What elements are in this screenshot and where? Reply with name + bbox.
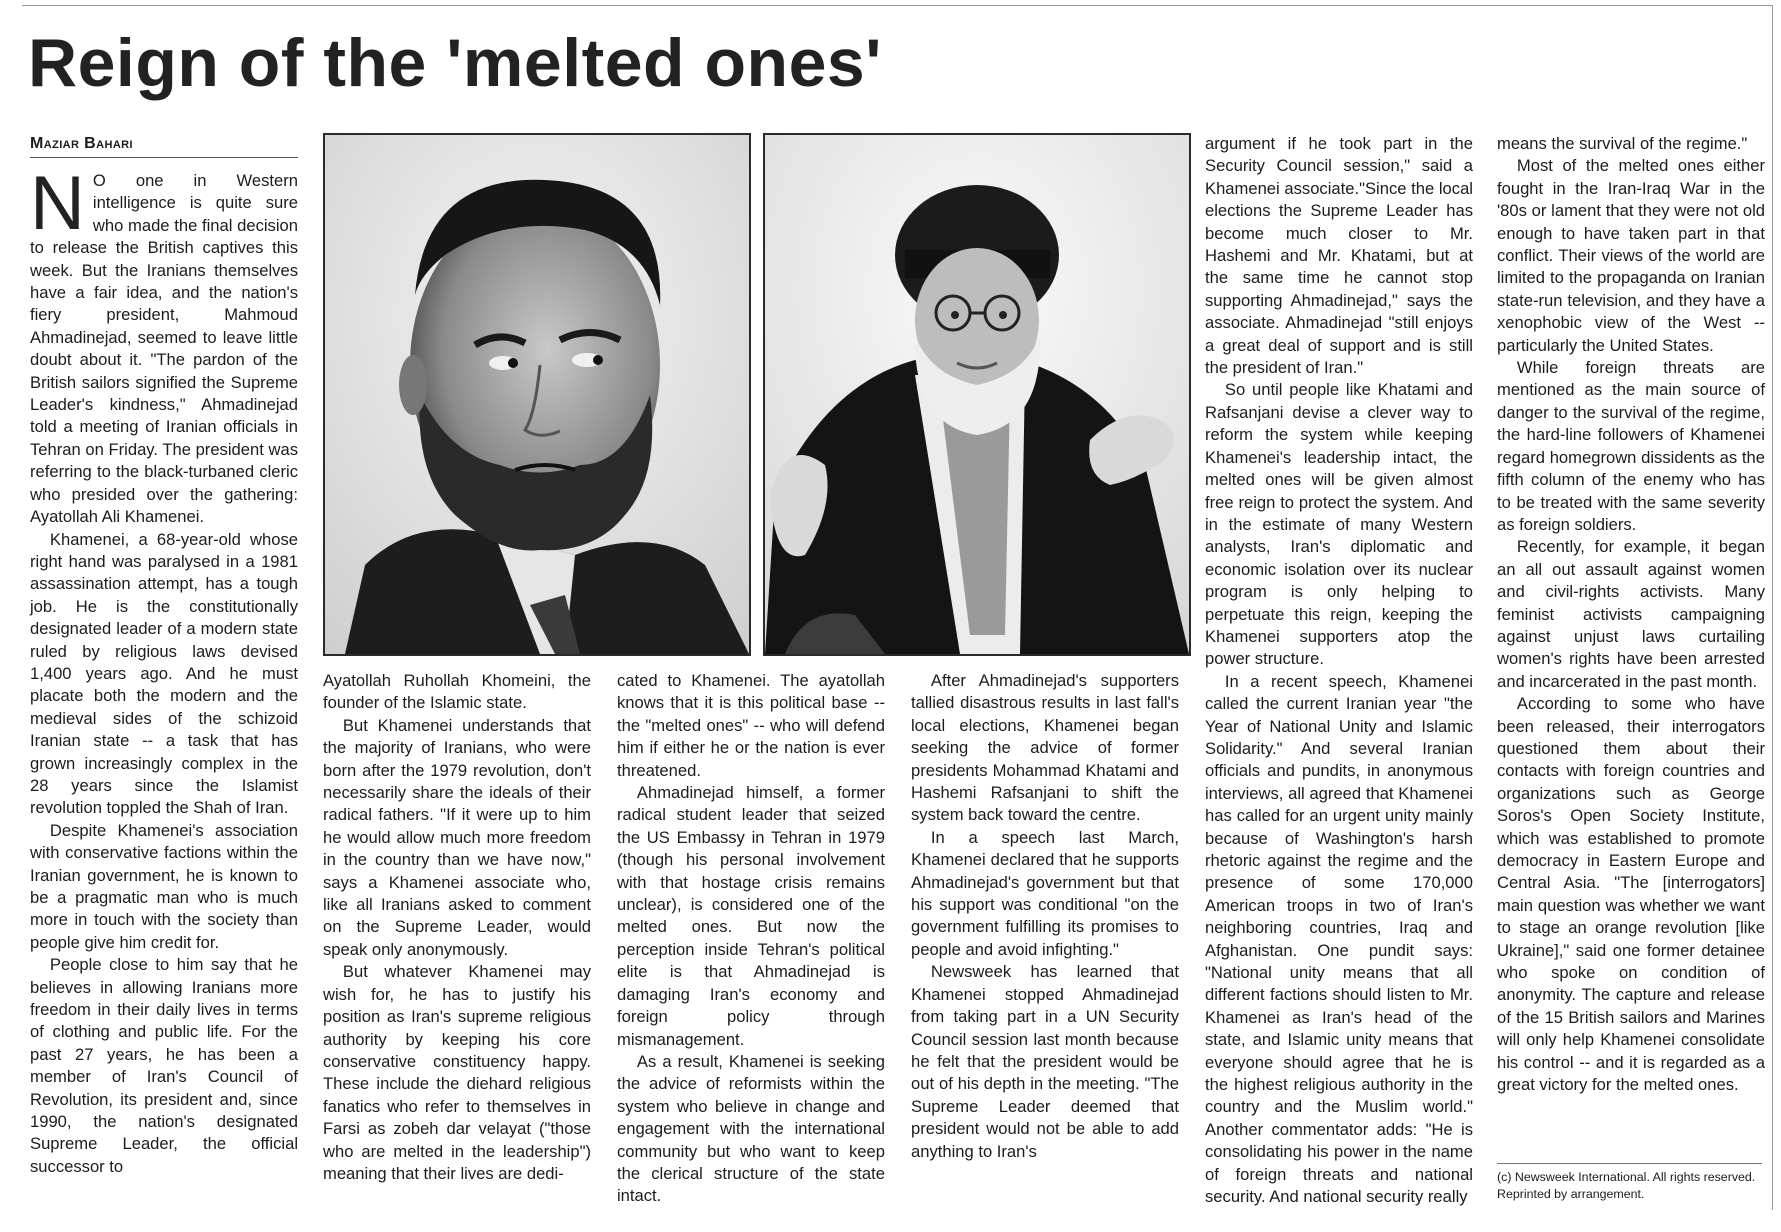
- photo-khamenei: [763, 133, 1191, 656]
- paragraph: Ahmadinejad himself, a former radical student leader that seized the US Embassy in Tehran in 1979 (though his personal involvement with that hostage crisis remains unclear), is considered one of the melted ones. But now the perception inside Tehran's political elite is that Ahmadinejad is damaging Iran's economy and foreign policy through mismanagement.: [617, 783, 885, 1049]
- column-1: [30, 161, 298, 1178]
- paragraph: cated to Khamenei. The ayatollah knows that it is this political base -- the "melted ones" -- who will defend him if either he or the nation is ever threatened.: [617, 671, 885, 780]
- paragraph: argument if he took part in the Security Council session," said a Khamenei associate."Since the local elections the Supreme Leader has become much closer to Mr. Hashemi and Mr. Khatami, but at the same time he cannot stop supporting Ahmadinejad," says the associate. Ahmadinejad "still enjoys a great deal of support and is still the president of Iran.": [1205, 134, 1473, 378]
- top-rule: [22, 5, 1772, 6]
- paragraph-lead: [30, 161, 298, 529]
- paragraph: According to some who have been released, their interrogators questioned them about their contacts with foreign countries and organizations such as George Soros's Open Society Institute, which was established to promote democracy in Eastern Europe and Central Asia. "The [interrogators] main question was whether we want to stage an orange revolution [like Ukraine]," said one former detainee who spoke on condition of anonymity. The capture and release of the 15 British sailors and Marines will only help Khamenei consolidate his control -- and it is regarded as a great victory for the melted ones.: [1497, 694, 1765, 1095]
- paragraph: Most of the melted ones either fought in the Iran-Iraq War in the '80s or lament that they were not old enough to have taken part in that conflict. Their views of the world are limited to the propaganda on Iranian state-run television, and they have a xenophobic view of the West -- particularly the United States.: [1497, 156, 1765, 355]
- paragraph-lead-text: O one in Western intelligence is quite sure who made the final decision to release the British captives this week. But the Iranians themselves have a fair idea, and the nation's fiery president, Mahmoud Ahmadinejad, seemed to leave little doubt about it. "The pardon of the British sailors signified the Supreme Leader's kindness," Ahmadinejad told a meeting of Iranian officials in Tehran on Friday. The president was referring to the black-turbaned cleric who presided over the gathering: Ayatollah Ali Khamenei.: [30, 171, 298, 527]
- paragraph: Ayatollah Ruhollah Khomeini, the founder of the Islamic state.: [323, 671, 591, 713]
- credit-line: (c) Newsweek International. All rights reserved.: [1497, 1170, 1756, 1184]
- copyright-credit: [1497, 1163, 1762, 1203]
- headline: Reign of the 'melted ones': [28, 25, 882, 101]
- column-5: [1205, 133, 1473, 1209]
- paragraph: Khamenei, a 68-year-old whose right hand was paralysed in a 1981 assassination attempt, has a tough job. He is the constitutionally designated leader of a modern state ruled by religious laws devised 1,400 years ago. And he must placate both the modern and the medieval sides of the schizoid Iranian state -- a task that has grown increasingly complex in the 28 years since the Islamist revolution toppled the Shah of Iran.: [30, 529, 298, 818]
- column-3: [617, 670, 885, 1208]
- column-6: [1497, 133, 1765, 1096]
- photo-ahmadinejad: [323, 133, 751, 656]
- byline-text: Maziar Bahari: [30, 135, 133, 152]
- paragraph: But Khamenei understands that the majority of Iranians, who were born after the 1979 revolution, don't necessarily share the ideals of their radical fathers. "If it were up to him he would allow much more freedom in the country than we have now," says a Khamenei associate who, like all Iranians asked to comment on the Supreme Leader, would speak only anonymously.: [323, 715, 591, 959]
- paragraph: People close to him say that he believes in allowing Iranians more freedom in their daily lives in terms of clothing and public life. For the past 27 years, he has been a member of Iran's Council of Revolution, its president and, since 1990, the nation's designated Supreme Leader, the official successor to: [30, 955, 298, 1176]
- column-4: [911, 670, 1179, 1163]
- paragraph: means the survival of the regime.": [1497, 134, 1748, 153]
- paragraph: In a speech last March, Khamenei declared that he supports Ahmadinejad's government but that his support was conditional "on the government fulfilling its promises to people and avoid infighting.": [911, 827, 1179, 959]
- paragraph: But whatever Khamenei may wish for, he has to justify his position as Iran's supreme religious authority by keeping his core conservative constituency happy. These include the diehard religious fanatics who refer to themselves in Farsi as zobeh dar velayat ("those who are melted in the leadership") meaning that their lives are dedi-: [323, 962, 591, 1183]
- byline: [30, 134, 298, 158]
- paragraph: While foreign threats are mentioned as the main source of danger to the survival of the regime, the hard-line followers of Khamenei regard homegrown dissidents as the fifth column of the enemy who has to be treated with the same severity as foreign soldiers.: [1497, 358, 1765, 534]
- dropcap: N: [30, 161, 85, 246]
- paragraph: So until people like Khatami and Rafsanjani devise a clever way to reform the system while keeping Khamenei's leadership intact, the melted ones will be given almost free reign to protect the system. And in the estimate of many Western analysts, Iran's diplomatic and economic isolation over its nuclear program is only helping to perpetuate this reign, keeping the Khamenei supporters atop the power structure.: [1205, 380, 1473, 669]
- column-2: [323, 670, 591, 1185]
- right-rule: [1772, 5, 1773, 1210]
- portrait-image: [325, 135, 749, 654]
- portrait-image: [765, 135, 1189, 654]
- paragraph: Newsweek has learned that Khamenei stopped Ahmadinejad from taking part in a UN Security Council session last month because he felt that the president would be out of his depth in the meeting. "The Supreme Leader deemed that president would not be able to add anything to Iran's: [911, 962, 1179, 1161]
- paragraph: As a result, Khamenei is seeking the advice of reformists within the system who believe in change and engagement with the international community but who want to keep the clerical structure of the state intact.: [617, 1051, 885, 1206]
- paragraph: After Ahmadinejad's supporters tallied disastrous results in last fall's local elections, Khamenei began seeking the advice of former presidents Mohammad Khatami and Hashemi Rafsanjani to shift the system back toward the centre.: [911, 671, 1179, 825]
- paragraph: Despite Khamenei's association with conservative factions within the Iranian government, he is known to be a pragmatic man who is much more in touch with the society than people give him credit for.: [30, 820, 298, 952]
- paragraph: In a recent speech, Khamenei called the current Iranian year "the Year of National Unity and Islamic Solidarity." And several Iranian officials and pundits, in anonymous interviews, all agreed that Khamenei has called for an urgent unity mainly because of Washington's harsh rhetoric against the regime and the presence of some 170,000 American troops in two of Iran's neighboring countries, Iraq and Afghanistan. One pundit says: "National unity means that all different factions should listen to Mr. Khamenei as Iran's head of the state, and Islamic unity means that everyone should agree that he is the highest religious authority in the country and the Muslim world." Another commentator adds: "He is consolidating his power in the name of foreign threats and national security. And national security really: [1205, 671, 1473, 1207]
- paragraph: Recently, for example, it began an all out assault against women and civil-rights activists. Many feminist activists campaigning against unjust laws curtailing women's rights have been arrested and incarcerated in the past month.: [1497, 537, 1765, 691]
- credit-line: Reprinted by arrangement.: [1497, 1187, 1645, 1201]
